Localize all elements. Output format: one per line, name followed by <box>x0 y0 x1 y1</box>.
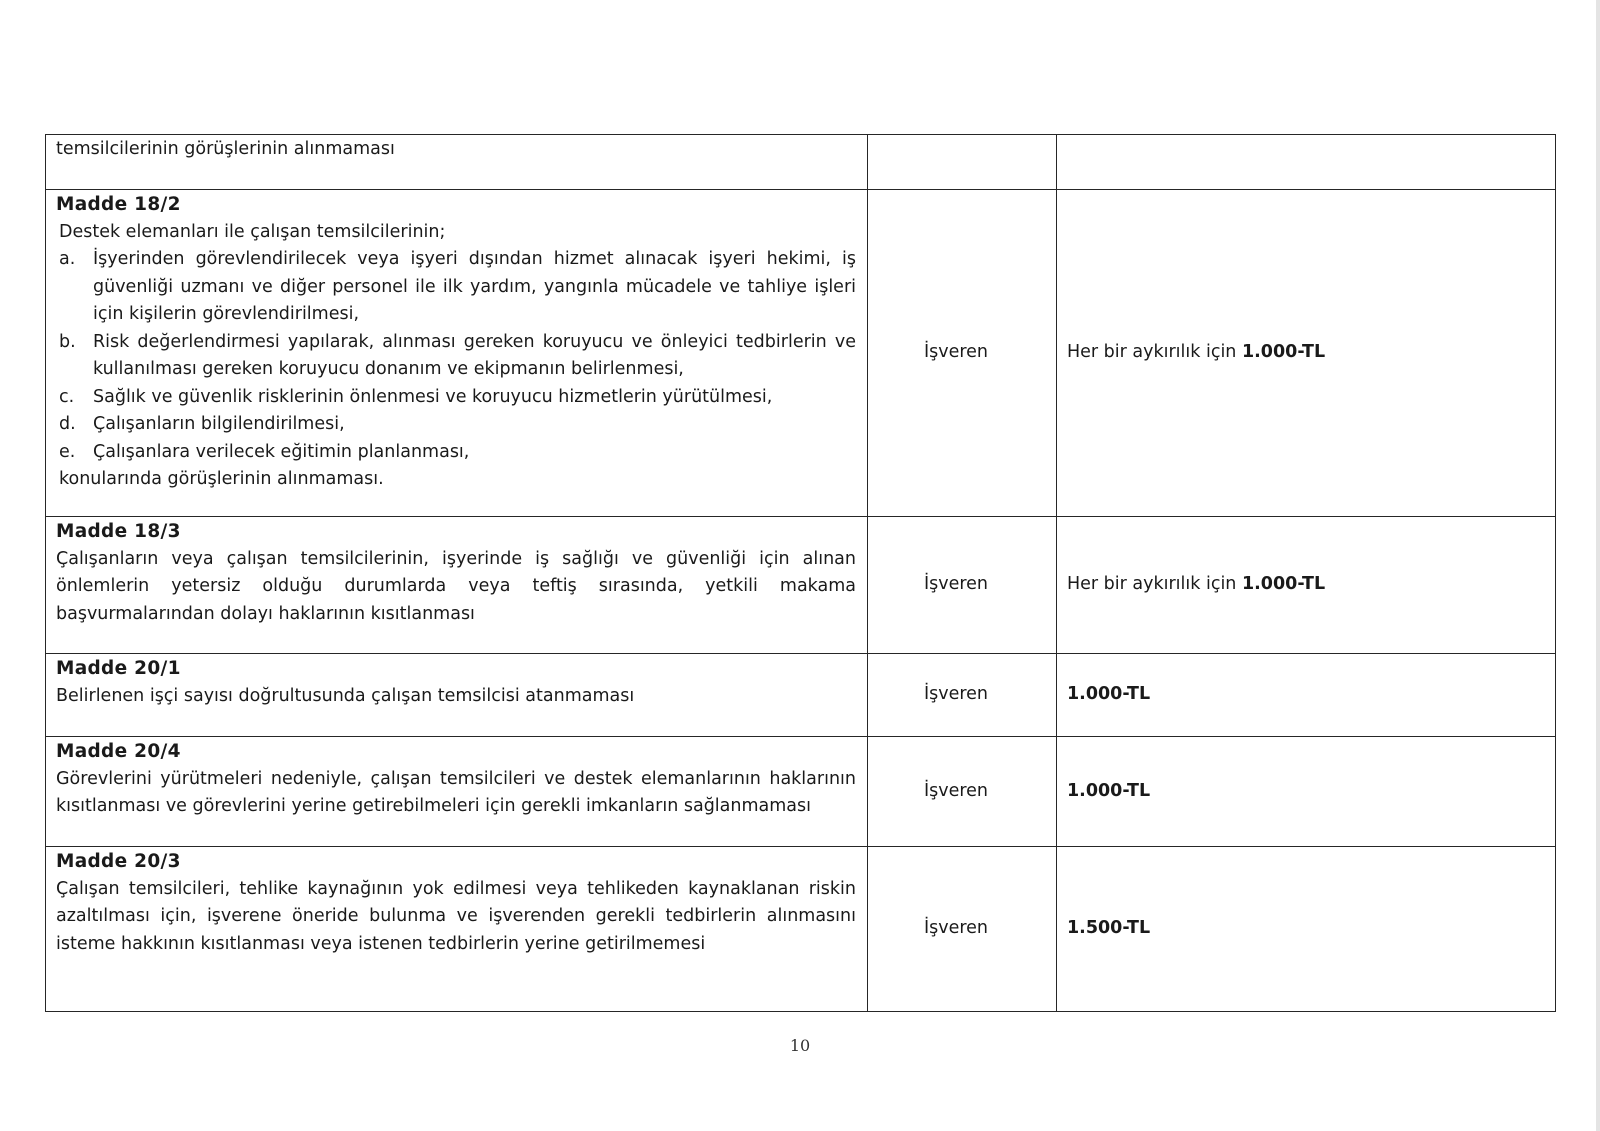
item-list <box>56 246 856 466</box>
list-item <box>56 439 856 467</box>
list-item-text: Çalışanların bilgilendirilmesi, <box>93 414 345 434</box>
list-marker: e. <box>59 441 76 462</box>
list-item <box>56 384 856 412</box>
fine-amount: 1.000-TL <box>1241 342 1326 363</box>
fine-amount: 1.000-TL <box>1067 780 1151 801</box>
violation-text: Çalışanların veya çalışan temsilcilerinin, işyerinde iş sağlığı ve güvenliği için alınan önlemlerin yetersiz olduğu durumlarda veya teftiş sırasında, yetkili makama başvurmalarından dolayı haklarının kısıtlanması <box>56 548 856 624</box>
responsible-cell: İşveren <box>868 847 1057 1012</box>
list-item <box>56 411 856 439</box>
page-edge-shadow <box>1596 0 1600 1131</box>
list-marker: d. <box>59 414 76 434</box>
article-number: Madde 20/3 <box>56 851 181 872</box>
intro-text: Destek elemanları ile çalışan temsilcilerinin; <box>59 221 446 242</box>
article-number: Madde 18/2 <box>56 194 181 215</box>
continuation-text: temsilcilerinin görüşlerinin alınmaması <box>56 139 395 159</box>
table-row-madde-20-4 <box>46 737 1556 847</box>
fine-prefix: Her bir aykırılık için <box>1067 342 1242 363</box>
violation-text: Belirlenen işçi sayısı doğrultusunda çalışan temsilcisi atanmaması <box>56 685 635 706</box>
violation-cell <box>46 190 868 517</box>
responsible-cell: İşveren <box>868 517 1057 654</box>
fine-amount: 1.500-TL <box>1067 918 1151 939</box>
violation-text: Çalışan temsilcileri, tehlike kaynağının yok edilmesi veya tehlikeden kaynaklanan riskin azaltılması için, işverene öneride bulunma ve işverenden gerekli tedbirlerin alınmasını isteme hakkının kısıtlanması veya istenen tedbirlerin yerine getirilmemesi <box>56 878 856 954</box>
list-item-text: Sağlık ve güvenlik risklerinin önlenmesi ve koruyucu hizmetlerin yürütülmesi, <box>93 386 773 407</box>
table-row-madde-18-3 <box>46 517 1556 654</box>
article-number: Madde 20/4 <box>56 741 181 762</box>
table-row-madde-20-1 <box>46 654 1556 737</box>
penalty-table <box>45 134 1556 1012</box>
fine-cell <box>1057 654 1556 737</box>
list-marker: b. <box>59 331 76 352</box>
responsible-cell <box>868 135 1057 190</box>
fine-cell <box>1057 847 1556 1012</box>
violation-cell <box>46 847 868 1012</box>
fine-cell <box>1057 517 1556 654</box>
article-number: Madde 18/3 <box>56 521 181 542</box>
list-item <box>56 246 856 329</box>
list-item <box>56 329 856 384</box>
fine-amount: 1.000-TL <box>1067 684 1151 705</box>
article-number: Madde 20/1 <box>56 658 181 679</box>
violation-cell <box>46 135 868 190</box>
violation-cell <box>46 737 868 847</box>
responsible-cell: İşveren <box>868 190 1057 517</box>
fine-cell <box>1057 737 1556 847</box>
closing-text: konularında görüşlerinin alınmaması. <box>59 469 384 489</box>
list-item-text: Risk değerlendirmesi yapılarak, alınması gereken koruyucu ve önleyici tedbirlerin ve kullanılması gereken koruyucu donanım ve ekipmanın belirlenmesi, <box>93 331 856 379</box>
table-row-continuation <box>46 135 1556 190</box>
fine-prefix: Her bir aykırılık için <box>1067 574 1242 595</box>
fine-cell <box>1057 190 1556 517</box>
list-marker: a. <box>59 249 76 269</box>
responsible-cell: İşveren <box>868 737 1057 847</box>
fine-cell <box>1057 135 1556 190</box>
list-marker: c. <box>59 386 75 407</box>
fine-amount: 1.000-TL <box>1241 574 1326 595</box>
list-item-text: Çalışanlara verilecek eğitimin planlanması, <box>93 441 470 462</box>
table-row-madde-18-2 <box>46 190 1556 517</box>
violation-cell <box>46 654 868 737</box>
page-number: 10 <box>789 1036 811 1055</box>
table-row-madde-20-3 <box>46 847 1556 1012</box>
violation-cell <box>46 517 868 654</box>
list-item-text: İşyerinden görevlendirilecek veya işyeri dışından hizmet alınacak işyeri hekimi, iş güvenliği uzmanı ve diğer personel ile ilk yardım, yangınla mücadele ve tahliye işleri için kişilerin görevlendirilmesi, <box>93 249 856 324</box>
responsible-cell: İşveren <box>868 654 1057 737</box>
violation-text: Görevlerini yürütmeleri nedeniyle, çalışan temsilcileri ve destek elemanlarının haklarının kısıtlanması ve görevlerini yerine getirebilmeleri için gerekli imkanların sağlanmaması <box>56 768 856 816</box>
